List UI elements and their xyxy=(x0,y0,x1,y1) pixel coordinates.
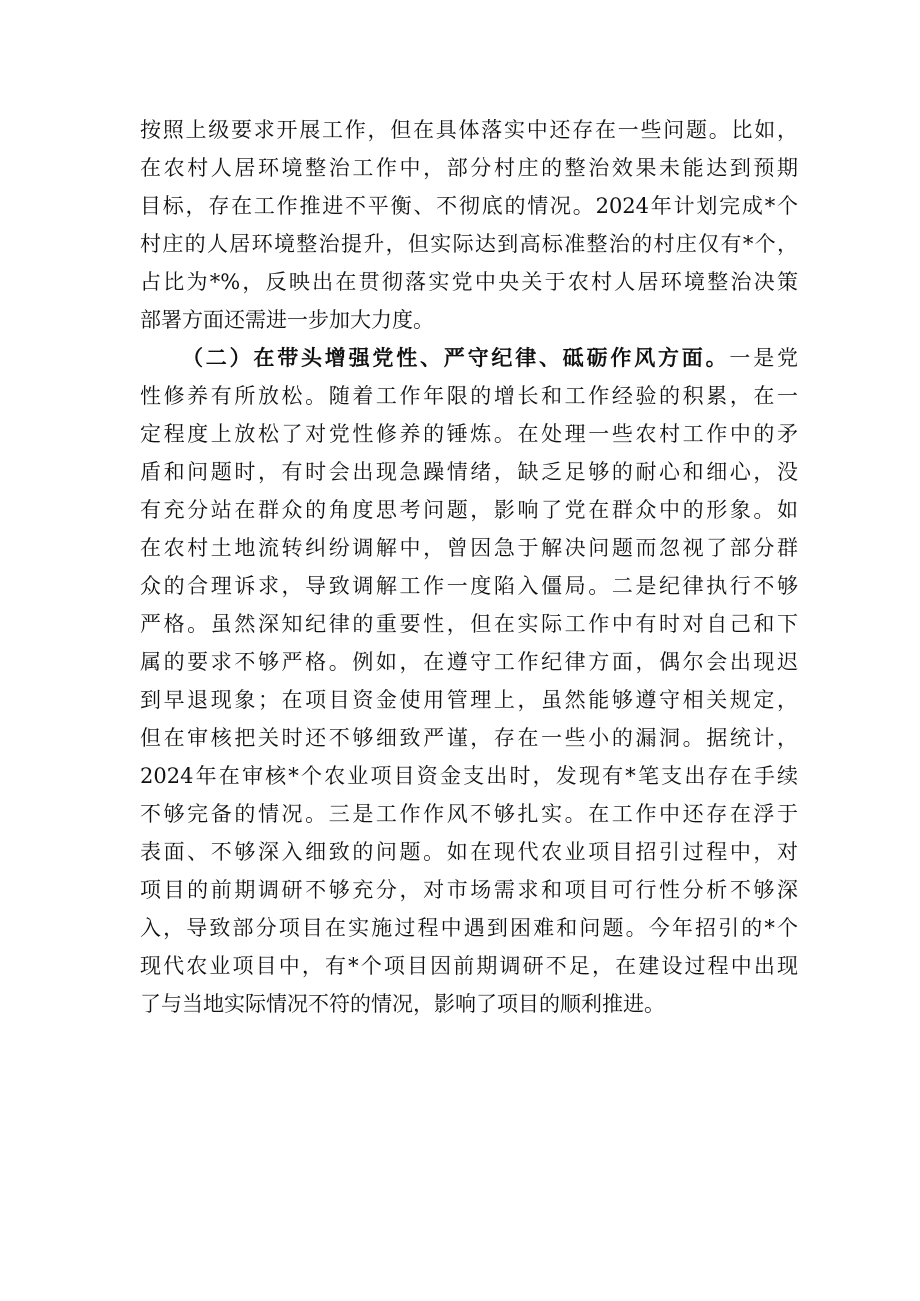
body-line: 在农村人居环境整治工作中，部分村庄的整治效果未能达到预期 xyxy=(140,156,798,180)
body-line: 严格。虽然深知纪律的重要性，但在实际工作中有时对自己和下 xyxy=(140,612,798,636)
body-line: 村庄的人居环境整治提升，但实际达到高标准整治的村庄仅有*个， xyxy=(140,232,798,256)
body-line: 不够完备的情况。三是工作作风不够扎实。在工作中还存在浮于 xyxy=(140,802,798,826)
body-line: 到早退现象；在项目资金使用管理上，虽然能够遵守相关规定， xyxy=(140,688,798,712)
section-heading: （二）在带头增强党性、严守纪律、砥砺作风方面。 xyxy=(182,345,730,370)
body-line: 了与当地实际情况不符的情况，影响了项目的顺利推进。 xyxy=(140,992,665,1016)
section-heading-line xyxy=(140,339,798,377)
heading-line-rest: 一是党 xyxy=(729,346,798,370)
body-line: 项目的前期调研不够充分，对市场需求和项目可行性分析不够深 xyxy=(140,878,798,902)
body-line: 现代农业项目中，有*个项目因前期调研不足，在建设过程中出现 xyxy=(140,954,798,978)
body-line: 性修养有所放松。随着工作年限的增长和工作经验的积累，在一 xyxy=(140,384,798,408)
document-body xyxy=(140,111,798,1023)
body-line: 定程度上放松了对党性修养的锤炼。在处理一些农村工作中的矛 xyxy=(140,422,798,446)
body-line: 但在审核把关时还不够细致严谨，存在一些小的漏洞。据统计， xyxy=(140,726,798,750)
body-line: 2024年在审核*个农业项目资金支出时，发现有*笔支出存在手续 xyxy=(140,764,798,788)
body-line: 有充分站在群众的角度思考问题，影响了党在群众中的形象。如 xyxy=(140,498,798,522)
body-line: 目标，存在工作推进不平衡、不彻底的情况。2024年计划完成*个 xyxy=(140,194,798,218)
body-line: 入，导致部分项目在实施过程中遇到困难和问题。今年招引的*个 xyxy=(140,916,798,940)
body-line: 按照上级要求开展工作，但在具体落实中还存在一些问题。比如， xyxy=(140,118,798,142)
body-line: 众的合理诉求，导致调解工作一度陷入僵局。二是纪律执行不够 xyxy=(140,574,798,598)
body-line: 属的要求不够严格。例如，在遵守工作纪律方面，偶尔会出现迟 xyxy=(140,650,798,674)
body-line: 表面、不够深入细致的问题。如在现代农业项目招引过程中，对 xyxy=(140,840,798,864)
body-line: 占比为*%，反映出在贯彻落实党中央关于农村人居环境整治决策 xyxy=(140,270,798,294)
body-line: 在农村土地流转纠纷调解中，曾因急于解决问题而忽视了部分群 xyxy=(140,536,798,560)
body-line: 盾和问题时，有时会出现急躁情绪，缺乏足够的耐心和细心，没 xyxy=(140,460,798,484)
body-line: 部署方面还需进一步加大力度。 xyxy=(140,308,434,332)
